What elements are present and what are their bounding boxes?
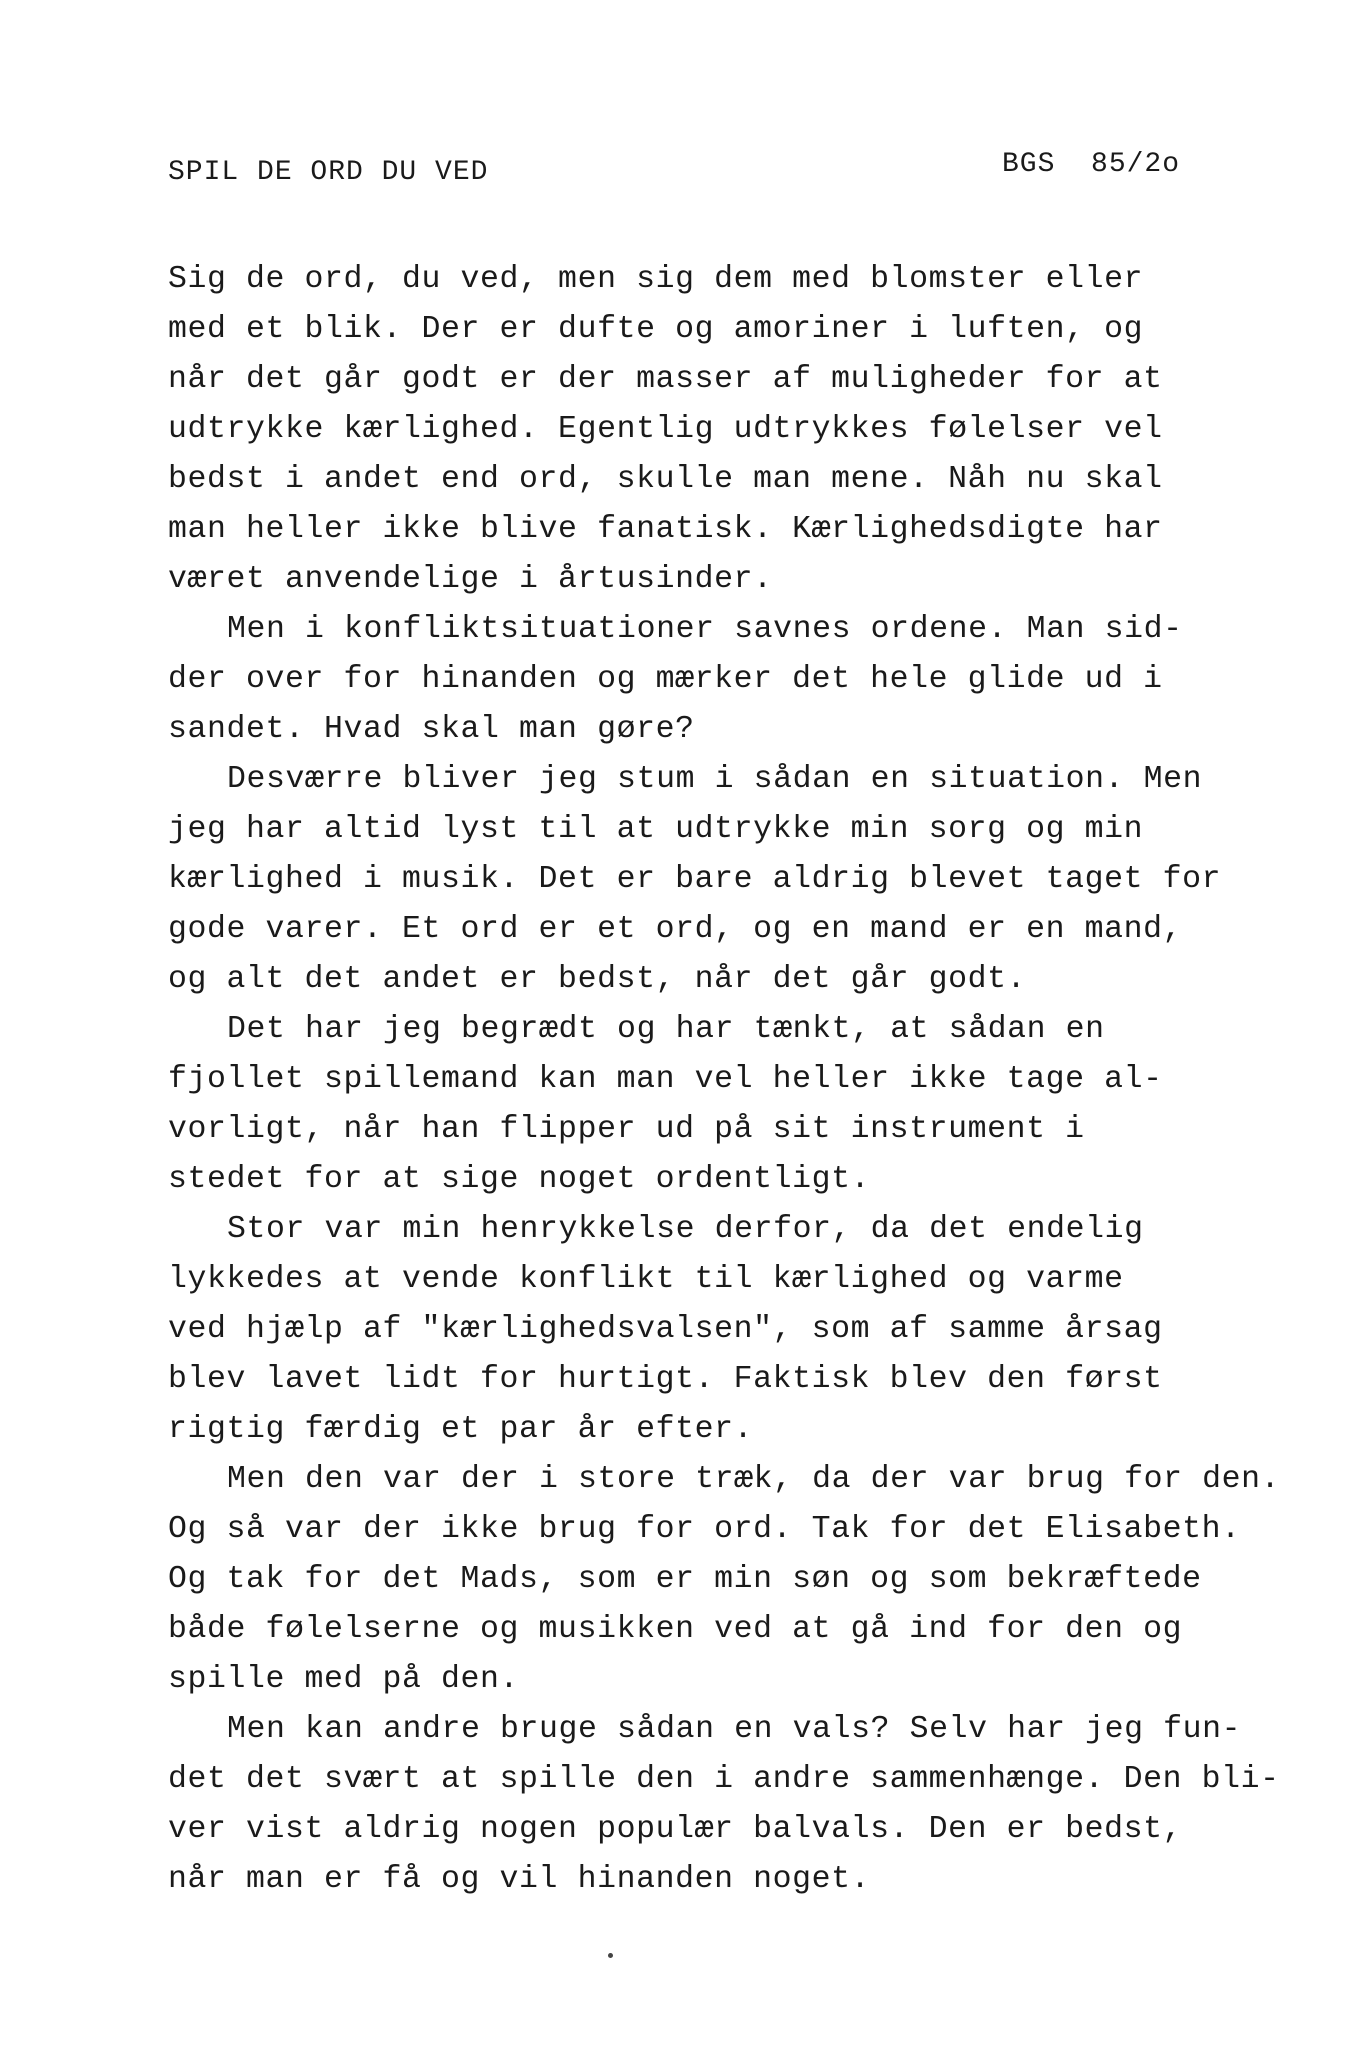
paragraph [168, 1005, 1338, 1205]
text-line: Og så var der ikke brug for ord. Tak for det Elisabeth. [168, 1512, 1241, 1547]
text-line: ved hjælp af "kærlighedsvalsen", som af samme årsag [168, 1312, 1163, 1347]
paragraph [168, 1705, 1338, 1905]
text-line: gode varer. Et ord er et ord, og en mand er en mand, [168, 912, 1183, 947]
text-line: Men i konfliktsituationer savnes ordene. Man sid- [227, 612, 1183, 647]
document-title: SPIL DE ORD DU VED [168, 157, 489, 188]
text-line: Og tak for det Mads, som er min søn og som bekræftede [168, 1562, 1202, 1597]
text-line: vorligt, når han flipper ud på sit instrument i [168, 1112, 1085, 1147]
paragraph [168, 605, 1338, 755]
text-line: sandet. Hvad skal man gøre? [168, 712, 695, 747]
text-line: Men kan andre bruge sådan en vals? Selv har jeg fun- [227, 1712, 1242, 1747]
text-line: blev lavet lidt for hurtigt. Faktisk blev den først [168, 1362, 1163, 1397]
text-line: og alt det andet er bedst, når det går godt. [168, 962, 1027, 997]
text-line: når det går godt er der masser af muligheder for at [168, 362, 1163, 397]
paragraph [168, 755, 1338, 1005]
text-line: Sig de ord, du ved, men sig dem med blomster eller [168, 262, 1144, 297]
text-line: udtrykke kærlighed. Egentlig udtrykkes følelser vel [168, 412, 1163, 447]
text-line: når man er få og vil hinanden noget. [168, 1862, 871, 1897]
text-line: lykkedes at vende konflikt til kærlighed og varme [168, 1262, 1124, 1297]
text-line: bedst i andet end ord, skulle man mene. Nåh nu skal [168, 462, 1163, 497]
stray-mark [608, 1953, 613, 1958]
text-line: jeg har altid lyst til at udtrykke min sorg og min [168, 812, 1144, 847]
text-line: ver vist aldrig nogen populær balvals. Den er bedst, [168, 1812, 1183, 1847]
text-line: man heller ikke blive fanatisk. Kærlighedsdigte har [168, 512, 1163, 547]
text-line: kærlighed i musik. Det er bare aldrig blevet taget for [168, 862, 1222, 897]
document-reference: BGS 85/2o [1002, 149, 1181, 180]
text-line: der over for hinanden og mærker det hele glide ud i [168, 662, 1163, 697]
paragraph [168, 1205, 1338, 1455]
text-line: stedet for at sige noget ordentligt. [168, 1162, 871, 1197]
text-line: rigtig færdig et par år efter. [168, 1412, 754, 1447]
text-line: det det svært at spille den i andre sammenhænge. Den bli- [168, 1762, 1280, 1797]
text-line: både følelserne og musikken ved at gå ind for den og [168, 1612, 1183, 1647]
text-line: Desværre bliver jeg stum i sådan en situation. Men [227, 762, 1203, 797]
text-line: Stor var min henrykkelse derfor, da det endelig [227, 1212, 1144, 1247]
text-line: spille med på den. [168, 1662, 520, 1697]
paragraph [168, 255, 1338, 605]
text-line: været anvendelige i årtusinder. [168, 562, 773, 597]
text-line: fjollet spillemand kan man vel heller ikke tage al- [168, 1062, 1163, 1097]
paragraph [168, 1455, 1338, 1705]
text-line: Men den var der i store træk, da der var brug for den. [227, 1462, 1281, 1497]
text-line: med et blik. Der er dufte og amoriner i luften, og [168, 312, 1144, 347]
body-text [168, 255, 1338, 1905]
text-line: Det har jeg begrædt og har tænkt, at sådan en [227, 1012, 1105, 1047]
